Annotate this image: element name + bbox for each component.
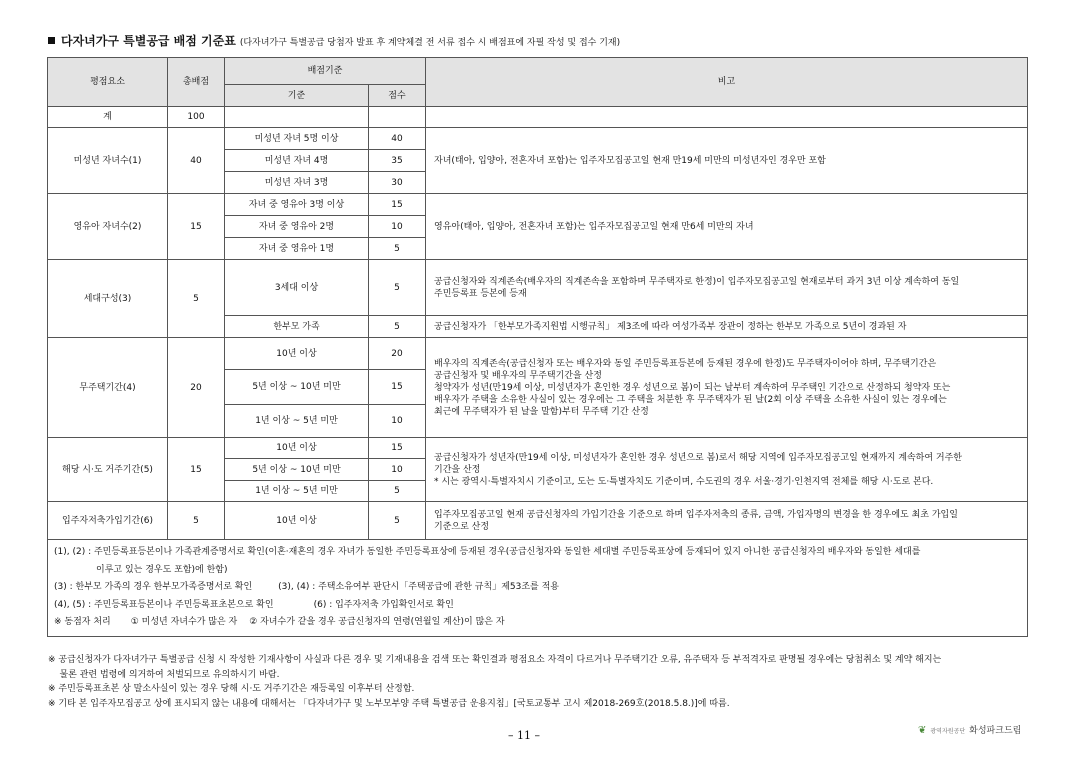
item-name: 해당 시·도 거주기간(5) (48, 438, 168, 502)
total-value: 100 (168, 107, 225, 128)
item-total: 40 (168, 128, 225, 194)
criteria-score: 15 (369, 194, 426, 216)
item-remark (426, 438, 1028, 502)
title-text: 다자녀가구 특별공급 배점 기준표 (61, 34, 236, 48)
criteria-standard: 미성년 자녀 5명 이상 (225, 128, 369, 150)
criteria-standard: 1년 이상 ~ 5년 미만 (225, 405, 369, 438)
item-remark (426, 338, 1028, 438)
item-total: 15 (168, 438, 225, 502)
footer-line: 이루고 있는 경우도 포함)에 한함) (96, 564, 228, 575)
item-remark: 자녀(태아, 입양아, 전혼자녀 포함)는 입주자모집공고일 현재 만19세 미만의 미성년자인 경우만 포함 (426, 128, 1028, 194)
criteria-standard: 5년 이상 ~ 10년 미만 (225, 370, 369, 405)
item-remark: 영유아(태아, 입양아, 전혼자녀 포함)는 입주자모집공고일 현재 만6세 미만의 자녀 (426, 194, 1028, 260)
title-subtitle: (다자녀가구 특별공급 당첨자 발표 후 계약체결 전 서류 접수 시 배점표에 자필 작성 및 접수 기재) (239, 38, 621, 48)
table-footer-notes (48, 540, 1028, 637)
criteria-standard: 5년 이상 ~ 10년 미만 (225, 459, 369, 481)
square-bullet-icon (48, 37, 55, 44)
remark-line: 배우자가 주택을 소유한 사실이 있는 경우에는 그 주택을 처분한 후 무주택자가 된 날(2회 이상 주택을 소유한 사실이 있는 경우에는 (434, 394, 947, 405)
header-criteria: 배점기준 (225, 58, 426, 85)
remark-line: 공급신청자와 직계존속(배우자의 직계존속을 포함하며 무주택자로 한정)이 입주자모집공고일 현재로부터 과거 3년 이상 계속하여 동일 (434, 276, 960, 287)
footer-text: (3), (4) : 주택소유여부 판단시「주택공급에 관한 규칙」제53조를 적용 (278, 582, 559, 592)
scoring-table (47, 57, 1028, 637)
header-score: 점수 (369, 85, 426, 107)
item-name: 무주택기간(4) (48, 338, 168, 438)
criteria-score: 5 (369, 481, 426, 502)
footer-text: ② 자녀수가 같을 경우 공급신청자의 연령(연월일 계산)이 많은 자 (249, 617, 505, 627)
remark-line: 청약자가 성년(만19세 이상, 미성년자가 혼인한 경우 성년으로 봄)이 되는 날부터 계속하여 무주택인 기간으로 산정하되 청약자 또는 (434, 382, 951, 393)
footnote: ※ 주민등록표초본 상 말소사실이 있는 경우 당해 시·도 거주기간은 재등록일 이후부터 산정함. (48, 684, 415, 694)
criteria-score: 30 (369, 172, 426, 194)
criteria-standard: 미성년 자녀 3명 (225, 172, 369, 194)
leaf-logo-icon: ❦ (918, 725, 927, 736)
header-total: 총배점 (168, 58, 225, 107)
remark-line: 입주자모집공고일 현재 공급신청자의 가입기간을 기준으로 하며 입주자저축의 종류, 금액, 가입자명의 변경을 한 경우에도 최초 가입일 (434, 509, 958, 520)
criteria-score: 5 (369, 238, 426, 260)
footnotes (48, 653, 1038, 711)
item-total: 20 (168, 338, 225, 438)
remark-line: 기간을 산정 (434, 464, 481, 475)
footer-text: ※ 동점자 처리 (54, 617, 111, 627)
footnote: ※ 기타 본 입주자모집공고 상에 표시되지 않는 내용에 대해서는 「다자녀가구 및 노부모부양 주택 특별공급 운용지침」[국토교통부 고시 제2018-269호(2018.5.8.)]에 따름. (48, 698, 730, 709)
remark-line: 기준으로 산정 (434, 521, 490, 532)
empty-cell (369, 107, 426, 128)
criteria-score: 10 (369, 459, 426, 481)
criteria-standard: 한부모 가족 (225, 316, 369, 338)
footer-line: (1), (2) : 주민등록표등본이나 가족관계증명서로 확인(이혼·재혼의 경우 자녀가 동일한 주민등록표상에 등재된 경우(공급신청자와 동일한 세대별 주민등록표상에 등재되어 있지 아니한 공급신청자의 배우자와 동일한 세대를 (54, 547, 921, 557)
criteria-standard: 10년 이상 (225, 338, 369, 370)
criteria-score: 10 (369, 405, 426, 438)
header-item: 평점요소 (48, 58, 168, 107)
footnote: ※ 공급신청자가 다자녀가구 특별공급 신청 시 작성한 기재사항이 사실과 다른 경우 및 기재내용을 검색 또는 확인결과 평점요소 자격이 다르거나 무주택기간 오류, 유주택자 등 부적격자로 판명될 경우에는 당첨취소 및 계약 해지는 (48, 655, 942, 665)
criteria-standard: 3세대 이상 (225, 260, 369, 316)
item-name: 미성년 자녀수(1) (48, 128, 168, 194)
footer-text: (6) : 입주자저축 가입확인서로 확인 (313, 599, 454, 610)
remark-line: 공급신청자가 성년자(만19세 이상, 미성년자가 혼인한 경우 성년으로 봄)로서 해당 지역에 입주자모집공고일 현재까지 계속하여 거주한 (434, 452, 963, 463)
page-number: – 11 – (508, 729, 540, 742)
criteria-standard: 10년 이상 (225, 438, 369, 459)
footer-text: (3) : 한부모 가족의 경우 한부모가족증명서로 확인 (54, 582, 253, 592)
item-total: 15 (168, 194, 225, 260)
criteria-standard: 자녀 중 영유아 2명 (225, 216, 369, 238)
remark-line: 공급신청자 및 배우자의 무주택기간을 산정 (434, 370, 602, 381)
footer-line (54, 597, 1021, 615)
section-title (48, 32, 620, 49)
criteria-score: 20 (369, 338, 426, 370)
total-label: 계 (48, 107, 168, 128)
remark-line: * 시는 광역시·특별자치시 기준이고, 도는 도·특별자치도 기준이며, 수도권의 경우 서울·경기·인천지역 전체를 해당 시·도로 본다. (434, 476, 934, 487)
remark-line: 배우자의 직계존속(공급신청자 또는 배우자와 동일 주민등록표등본에 등재된 경우에 한정)도 무주택자이어야 하며, 무주택기간은 (434, 358, 937, 369)
footer-line (54, 614, 1021, 632)
criteria-standard: 자녀 중 영유아 3명 이상 (225, 194, 369, 216)
company-logo (918, 723, 1021, 736)
criteria-score: 40 (369, 128, 426, 150)
criteria-score: 5 (369, 316, 426, 338)
criteria-standard: 10년 이상 (225, 502, 369, 540)
criteria-score: 35 (369, 150, 426, 172)
footnote: 물론 관련 법령에 의거하여 처벌되므로 유의하시기 바람. (48, 669, 280, 680)
item-name: 세대구성(3) (48, 260, 168, 338)
criteria-score: 10 (369, 216, 426, 238)
item-remark (426, 502, 1028, 540)
criteria-score: 15 (369, 438, 426, 459)
remark-line: 주민등록표 등본에 등재 (434, 288, 527, 299)
header-remarks: 비고 (426, 58, 1028, 107)
footer-line (54, 579, 1021, 597)
criteria-standard: 미성년 자녀 4명 (225, 150, 369, 172)
item-total: 5 (168, 260, 225, 338)
remark-line: 최근에 무주택자가 된 날을 말함)부터 무주택 기간 산정 (434, 406, 649, 417)
item-remark: 공급신청자가 「한부모가족지원법 시행규칙」 제3조에 따라 여성가족부 장관이 정하는 한부모 가족으로 5년이 경과된 자 (426, 316, 1028, 338)
footer-text: ① 미성년 자녀수가 많은 자 (130, 617, 238, 627)
logo-brand: 화성파크드림 (969, 726, 1022, 736)
empty-cell (426, 107, 1028, 128)
criteria-standard: 자녀 중 영유아 1명 (225, 238, 369, 260)
criteria-score: 15 (369, 370, 426, 405)
item-name: 영유아 자녀수(2) (48, 194, 168, 260)
criteria-score: 5 (369, 502, 426, 540)
item-remark (426, 260, 1028, 316)
criteria-score: 5 (369, 260, 426, 316)
header-standard: 기준 (225, 85, 369, 107)
logo-org: 광역자원공단 (930, 728, 966, 735)
item-total: 5 (168, 502, 225, 540)
item-name: 입주자저축가입기간(6) (48, 502, 168, 540)
empty-cell (225, 107, 369, 128)
footer-text: (4), (5) : 주민등록표등본이나 주민등록표초본으로 확인 (54, 599, 274, 610)
criteria-standard: 1년 이상 ~ 5년 미만 (225, 481, 369, 502)
